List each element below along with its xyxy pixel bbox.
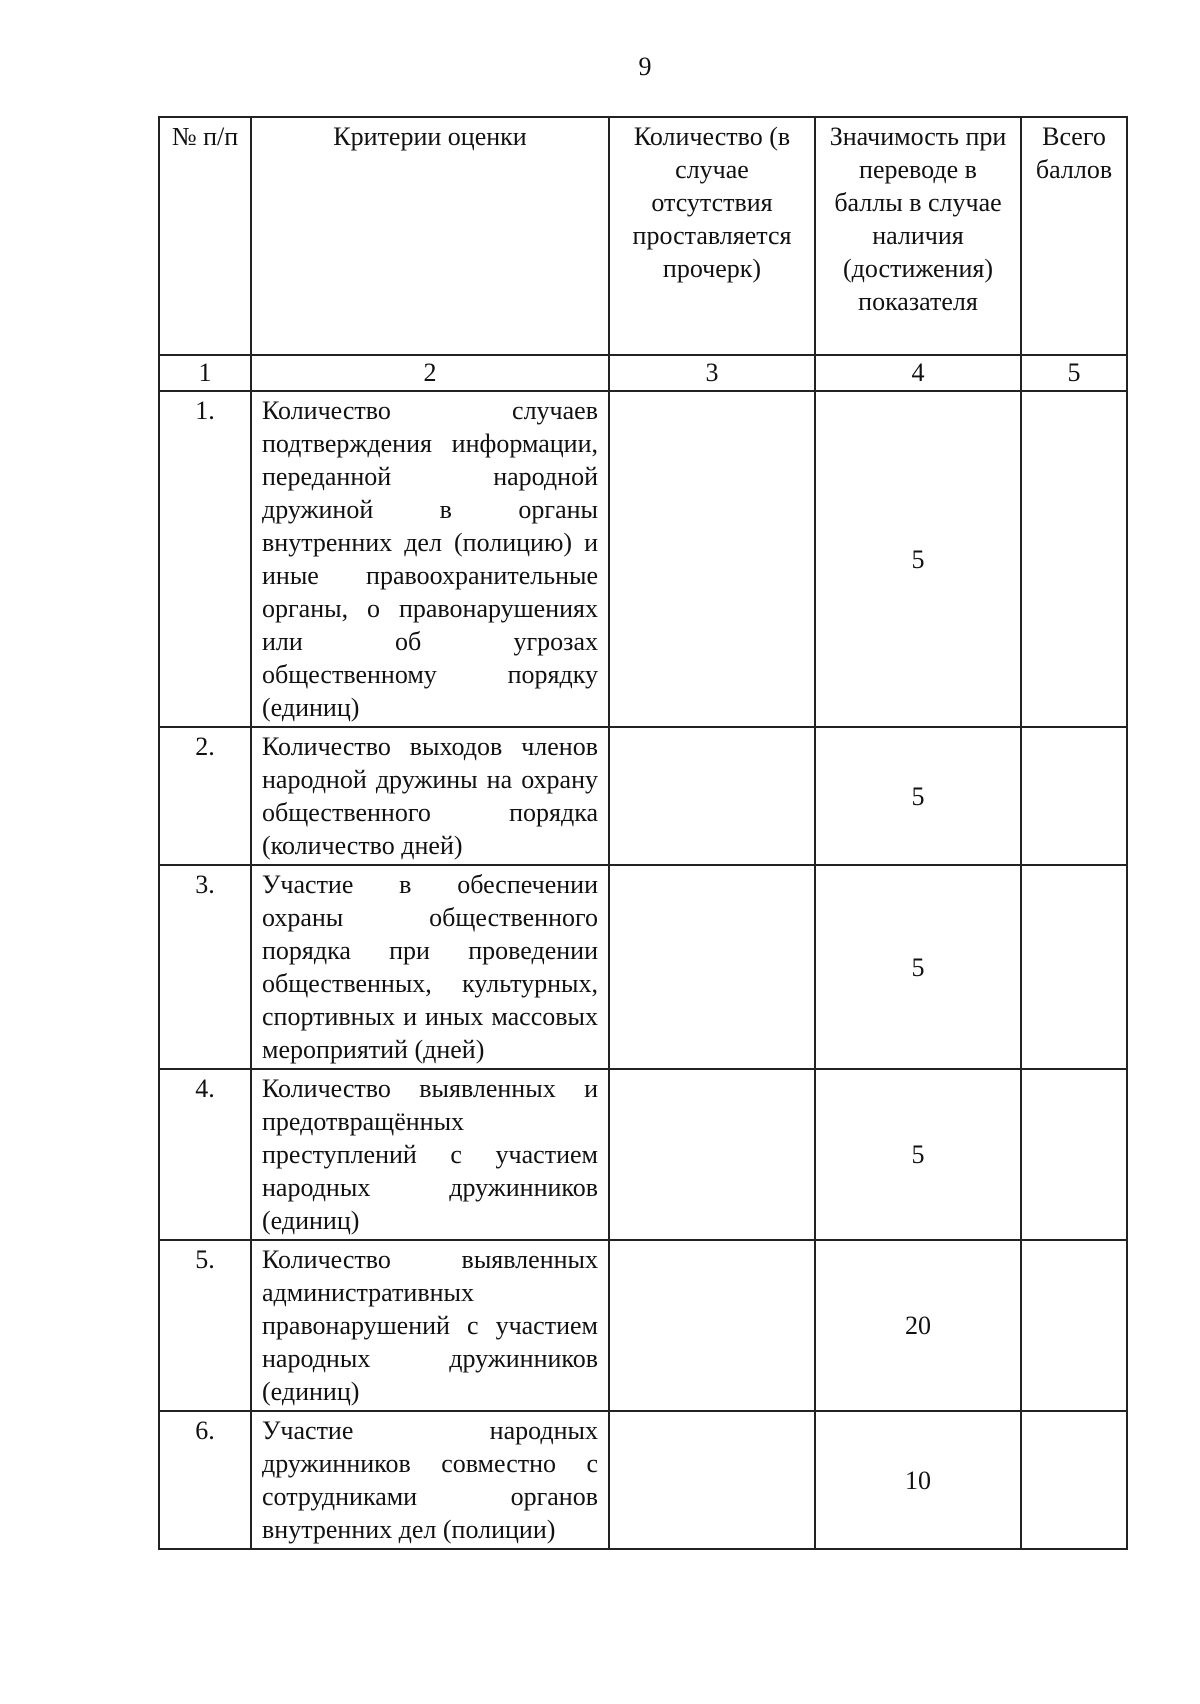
table-row [159,1411,1127,1549]
quantity-cell [609,865,815,1069]
weight-value: 5 [815,391,1021,727]
column-index: 3 [609,355,815,391]
row-number: 4. [159,1069,251,1240]
total-cell [1021,1240,1127,1411]
quantity-cell [609,727,815,865]
weight-value: 10 [815,1411,1021,1549]
table-header-row [159,117,1127,355]
quantity-cell [609,391,815,727]
row-number: 1. [159,391,251,727]
quantity-cell [609,1240,815,1411]
criterion-text: Количество выявленных административных правонарушений с участием народных дружинников (единиц) [251,1240,609,1411]
header-criteria: Критерии оценки [251,117,609,355]
weight-value: 5 [815,865,1021,1069]
column-index-row [159,355,1127,391]
criteria-table [158,116,1128,1550]
total-cell [1021,865,1127,1069]
criterion-text: Количество выявленных и предотвращённых преступлений с участием народных дружинников (единиц) [251,1069,609,1240]
table-row [159,727,1127,865]
weight-value: 20 [815,1240,1021,1411]
header-quantity: Количество (в случае отсутствия проставляется прочерк) [609,117,815,355]
row-number: 5. [159,1240,251,1411]
row-number: 6. [159,1411,251,1549]
weight-value: 5 [815,1069,1021,1240]
column-index: 5 [1021,355,1127,391]
row-number: 2. [159,727,251,865]
column-index: 2 [251,355,609,391]
table-row [159,865,1127,1069]
table-row [159,1240,1127,1411]
total-cell [1021,727,1127,865]
column-index: 4 [815,355,1021,391]
criterion-text: Участие народных дружинников совместно с сотрудниками органов внутренних дел (полиции) [251,1411,609,1549]
page-number: 9 [638,52,652,81]
criterion-text: Количество случаев подтверждения информации, переданной народной дружиной в органы внутренних дел (полицию) и иные правоохранительные органы, о правонарушениях или об угрозах общественному порядку (единиц) [251,391,609,727]
column-index: 1 [159,355,251,391]
quantity-cell [609,1069,815,1240]
row-number: 3. [159,865,251,1069]
criterion-text: Участие в обеспечении охраны общественного порядка при проведении общественных, культурных, спортивных и иных массовых мероприятий (дней) [251,865,609,1069]
header-number: № п/п [159,117,251,355]
total-cell [1021,1411,1127,1549]
total-cell [1021,391,1127,727]
criterion-text: Количество выходов членов народной дружины на охрану общественного порядка (количество дней) [251,727,609,865]
total-cell [1021,1069,1127,1240]
quantity-cell [609,1411,815,1549]
weight-value: 5 [815,727,1021,865]
table-row [159,1069,1127,1240]
header-weight: Значимость при переводе в баллы в случае наличия (достижения) показателя [815,117,1021,355]
table-row [159,391,1127,727]
header-total: Всего баллов [1021,117,1127,355]
